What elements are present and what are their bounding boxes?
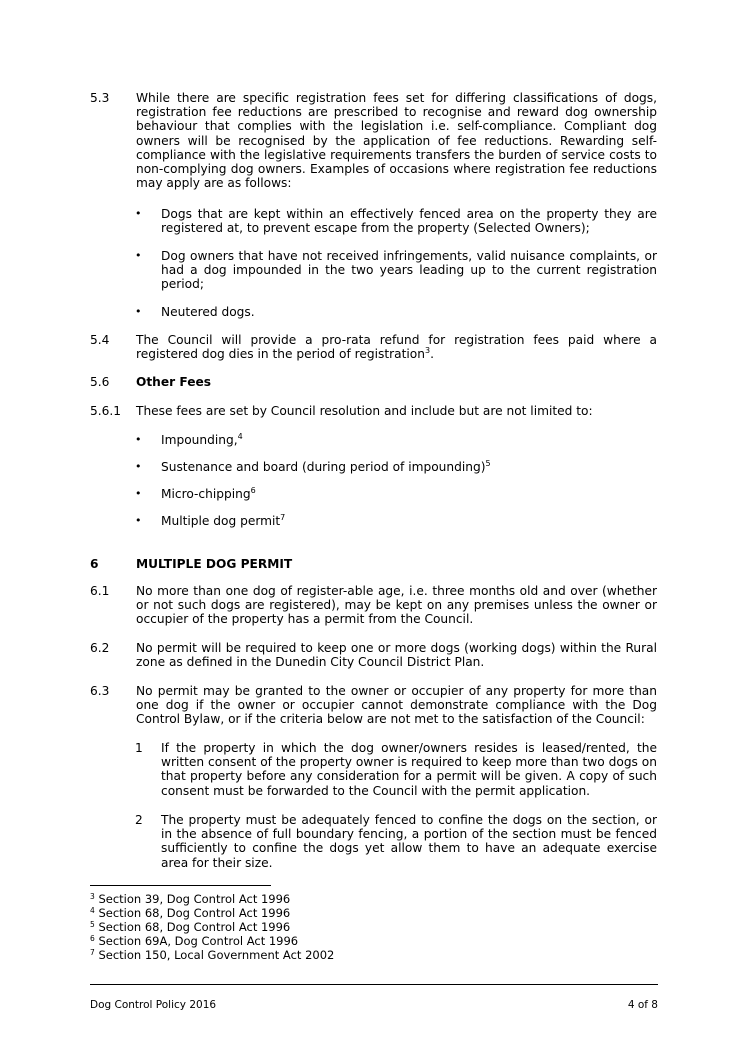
list-item <box>135 249 657 292</box>
clause-5-4 <box>90 333 657 361</box>
footnote-text: Section 68, Dog Control Act 1996 <box>98 920 291 934</box>
clause-5-6-1 <box>90 404 657 418</box>
footnote <box>90 920 290 934</box>
list-item-label: Multiple dog permit <box>161 514 281 528</box>
numbered-item <box>135 741 657 798</box>
footnote <box>90 934 298 948</box>
footer-document-title: Dog Control Policy 2016 <box>90 999 217 1011</box>
list-item <box>135 305 657 319</box>
section-title: Other Fees <box>136 375 211 389</box>
footnote-number: 3 <box>90 892 95 901</box>
clause-6-3 <box>90 684 657 727</box>
clause-number: 6.2 <box>90 641 110 655</box>
clause-text: These fees are set by Council resolution and include but are not limited to: <box>136 404 593 418</box>
clause-number: 5.3 <box>90 91 110 105</box>
footnote-number: 6 <box>90 934 95 943</box>
footnote-ref: 6 <box>250 486 256 495</box>
bullet-icon: • <box>135 514 142 527</box>
footnote-number: 4 <box>90 906 95 915</box>
list-item <box>135 460 657 474</box>
list-item <box>135 207 657 235</box>
clause-number: 5.4 <box>90 333 110 347</box>
clause-6-1 <box>90 584 657 627</box>
numbered-item <box>135 813 657 870</box>
footnote-number: 5 <box>90 920 95 929</box>
item-text: If the property in which the dog owner/owners resides is leased/rented, the written consent of the property owner is required to keep more than two dogs on that property before any consideration for a permit will be given. A copy of such consent must be forwarded to the Council with the permit application. <box>161 741 657 798</box>
list-item <box>135 514 657 528</box>
footnote <box>90 892 290 906</box>
footnote-separator <box>90 885 271 886</box>
clause-text: While there are specific registration fees set for differing classifications of dogs, registration fee reductions are prescribed to recognise and reward dog ownership behaviour that complies with the legislation i.e. self-compliance. Compliant dog owners will be recognised by the application of fee reductions. Rewarding self-compliance with the legislative requirements transfers the burden of service costs to non-complying dog owners. Examples of occasions where registration fee reductions may apply are as follows: <box>136 91 657 191</box>
footer-page-number: 4 of 8 <box>627 999 658 1011</box>
clause-number: 5.6.1 <box>90 404 122 418</box>
footnote-ref: 7 <box>280 513 286 522</box>
list-item <box>135 487 657 501</box>
section-number: 6 <box>90 557 99 571</box>
footnote <box>90 906 290 920</box>
clause-text: No permit may be granted to the owner or occupier of any property for more than one dog if the owner or occupier cannot demonstrate compliance with the Dog Control Bylaw, or if the criteria below are not met to the satisfaction of the Council: <box>136 684 657 727</box>
clause-text-end: . <box>430 347 434 362</box>
list-item-text: Neutered dogs. <box>161 305 255 319</box>
footnote-ref: 5 <box>485 459 491 468</box>
list-item <box>135 433 657 447</box>
bullet-icon: • <box>135 249 142 262</box>
footnote-ref: 4 <box>237 432 243 441</box>
section-5-6-heading <box>90 375 657 389</box>
clause-text: No permit will be required to keep one or more dogs (working dogs) within the Rural zone as defined in the Dunedin City Council District Plan. <box>136 641 657 670</box>
clause-text-main: The Council will provide a pro-rata refund for registration fees paid where a registered dog dies in the period of registration <box>136 333 657 362</box>
footnote-text: Section 39, Dog Control Act 1996 <box>98 892 291 906</box>
footnote-text: Section 69A, Dog Control Act 1996 <box>98 934 299 948</box>
section-6-heading <box>90 557 657 571</box>
list-item-text <box>161 514 657 528</box>
list-item-text: Dogs that are kept within an effectively fenced area on the property they are registered at, to prevent escape from the property (Selected Owners); <box>161 207 657 236</box>
footnote-text: Section 150, Local Government Act 2002 <box>98 948 335 962</box>
list-item-label: Sustenance and board (during period of impounding) <box>161 460 486 474</box>
section-title: MULTIPLE DOG PERMIT <box>136 557 293 571</box>
list-item-text <box>161 433 657 447</box>
clause-text <box>136 333 657 361</box>
list-item-label: Micro-chipping <box>161 487 251 501</box>
clause-text: No more than one dog of register-able age, i.e. three months old and over (whether or not such dogs are registered), may be kept on any premises unless the owner or occupier of the property has a permit from the Council. <box>136 584 657 627</box>
bullet-icon: • <box>135 433 142 446</box>
bullet-icon: • <box>135 305 142 318</box>
section-number: 5.6 <box>90 375 110 389</box>
item-text: The property must be adequately fenced to confine the dogs on the section, or in the absence of full boundary fencing, a portion of the section must be fenced sufficiently to confine the dogs yet allow them to have an adequate exercise area for their size. <box>161 813 657 870</box>
clause-number: 6.3 <box>90 684 110 698</box>
item-number: 2 <box>135 813 143 827</box>
item-number: 1 <box>135 741 143 755</box>
list-item-label: Impounding, <box>161 433 238 447</box>
bullet-icon: • <box>135 487 142 500</box>
footer-divider <box>90 984 658 985</box>
clause-5-3 <box>90 91 657 190</box>
footnote-text: Section 68, Dog Control Act 1996 <box>98 906 291 920</box>
clause-number: 6.1 <box>90 584 110 598</box>
list-item-text <box>161 460 657 474</box>
footnote-ref: 3 <box>424 346 431 356</box>
bullet-icon: • <box>135 207 142 220</box>
clause-6-2 <box>90 641 657 669</box>
bullet-icon: • <box>135 460 142 473</box>
list-item-text: Dog owners that have not received infringements, valid nuisance complaints, or had a dog impounded in the two years leading up to the current registration period; <box>161 249 657 292</box>
footnote <box>90 948 334 962</box>
footnote-number: 7 <box>90 948 95 957</box>
list-item-text <box>161 487 657 501</box>
